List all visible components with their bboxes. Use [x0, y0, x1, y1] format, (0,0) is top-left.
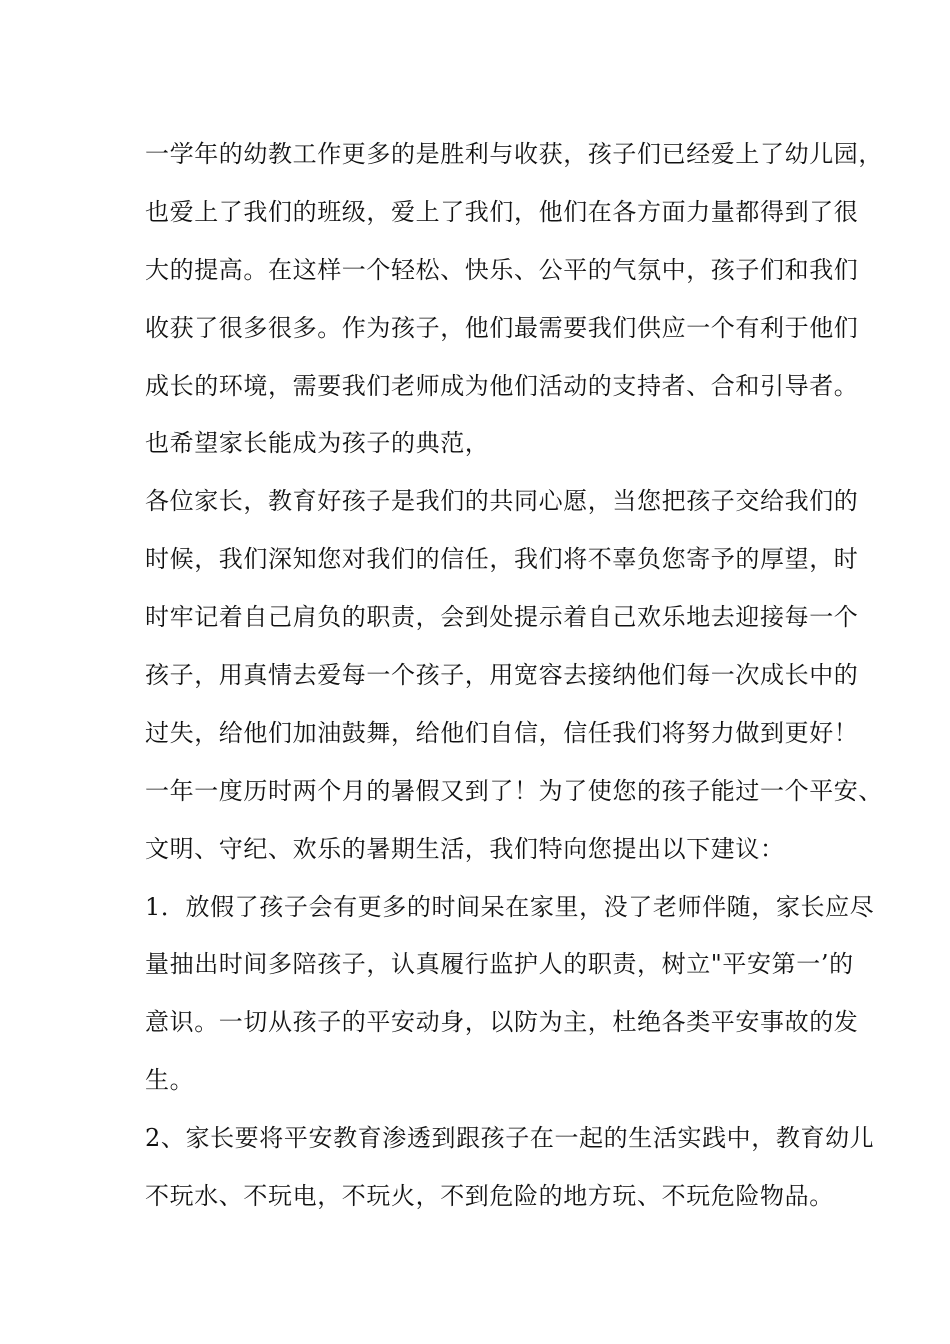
text-line: 孩子，用真情去爱每一个孩子，用宽容去接纳他们每一次成长中的	[145, 661, 859, 690]
text-line: 也希望家长能成为孩子的典范，	[145, 429, 490, 458]
text-line: 生。	[145, 1066, 195, 1095]
text-line: 各位家长，教育好孩子是我们的共同心愿，当您把孩子交给我们的	[145, 487, 859, 516]
text-line: 不玩水、不玩电，不玩火，不到危险的地方玩、不玩危险物品。	[145, 1182, 834, 1211]
text-line: 一学年的幼教工作更多的是胜利与收获，孩子们已经爱上了幼儿园，	[145, 140, 883, 168]
text-line: 一年一度历时两个月的暑假又到了！为了使您的孩子能过一个平安、	[145, 776, 883, 805]
text-line: 过失，给他们加油鼓舞，给他们自信，信任我们将努力做到更好！	[145, 718, 859, 747]
text-line: 收获了很多很多。作为孩子，他们最需要我们供应一个有利于他们	[145, 313, 859, 342]
body-text	[145, 126, 883, 1226]
text-line: 1．放假了孩子会有更多的时间呆在家里，没了老师伴随，家长应尽	[145, 892, 875, 921]
text-line: 文明、守纪、欢乐的暑期生活，我们特向您提出以下建议：	[145, 834, 785, 863]
text-line: 时牢记着自己肩负的职责，会到处提示着自己欢乐地去迎接每一个	[145, 603, 859, 632]
text-line: 也爱上了我们的班级，爱上了我们，他们在各方面力量都得到了很	[145, 197, 859, 226]
text-line: 时候，我们深知您对我们的信任，我们将不辜负您寄予的厚望，时	[145, 545, 859, 574]
text-line: 大的提高。在这样一个轻松、快乐、公平的气氛中，孩子们和我们	[145, 255, 859, 284]
text-line: 量抽出时间多陪孩子，认真履行监护人的职责，树立"平安第一’的	[145, 950, 854, 979]
text-line: 2、家长要将平安教育渗透到跟孩子在一起的生活实践中，教育幼儿	[145, 1124, 875, 1153]
text-line: 成长的环境，需要我们老师成为他们活动的支持者、合和引导者。	[145, 371, 859, 400]
text-line: 意识。一切从孩子的平安动身，以防为主，杜绝各类平安事故的发	[145, 1008, 859, 1037]
